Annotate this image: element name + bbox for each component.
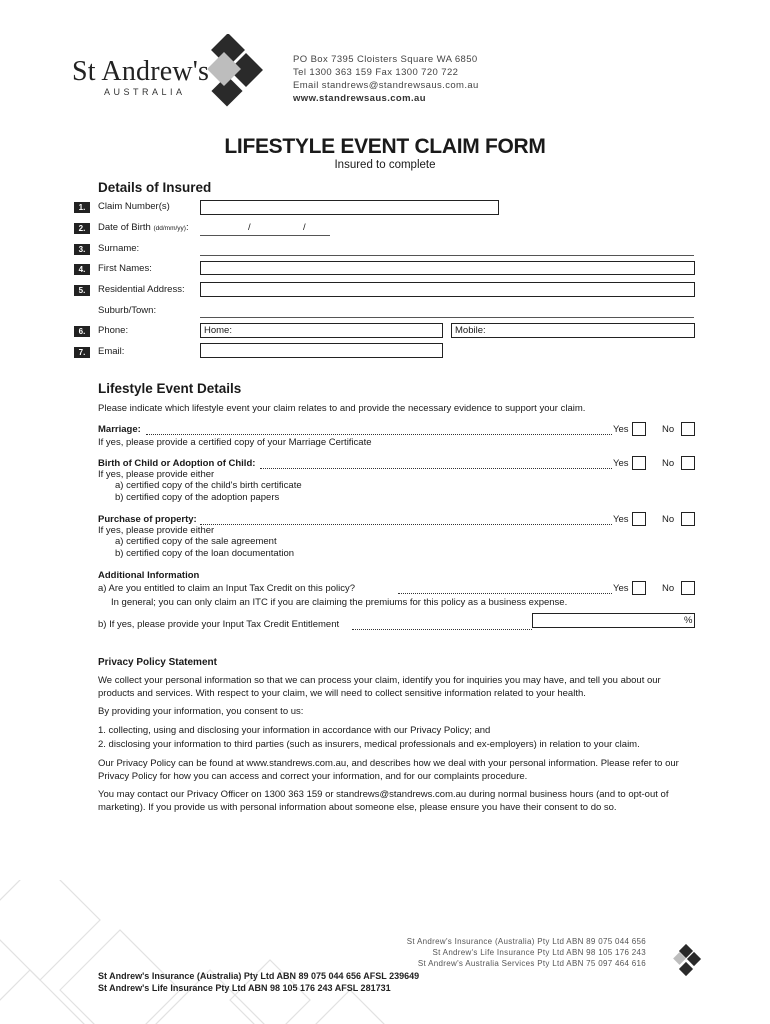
dob-separator: / <box>248 222 251 233</box>
property-option-b: b) certified copy of the loan documentation <box>115 548 295 559</box>
footer-company-line: St Andrew's Life Insurance Pty Ltd ABN 98 105 176 243 <box>432 948 646 957</box>
form-title: LIFESTYLE EVENT CLAIM FORM <box>224 135 546 158</box>
privacy-list-item-2: 2. disclosing your information to third parties (such as insurers, medical professionals and ex-employers) in relation to your claim. <box>98 739 640 750</box>
field-number: 2. <box>74 223 90 234</box>
suburb-field[interactable] <box>200 317 694 318</box>
suburb-label: Suburb/Town: <box>98 305 157 316</box>
brand-sub: AUSTRALIA <box>104 87 186 97</box>
leader-dots <box>398 593 612 594</box>
dob-format-hint: (dd/mm/yy) <box>153 225 186 232</box>
field-number: 3. <box>74 244 90 255</box>
yes-label: Yes <box>613 583 629 594</box>
lifestyle-intro: Please indicate which lifestyle event your claim relates to and provide the necessary evidence to support your claim. <box>98 403 586 414</box>
surname-label: Surname: <box>98 243 140 254</box>
email-field[interactable] <box>200 343 443 358</box>
dob-separator: / <box>303 222 306 233</box>
leader-dots <box>260 468 612 469</box>
contact-email: Email standrews@standrewsaus.com.au <box>293 80 479 91</box>
footer-afsl-line: St Andrew's Life Insurance Pty Ltd ABN 98 105 176 243 AFSL 281731 <box>98 983 391 993</box>
birth-option-b: b) certified copy of the adoption papers <box>115 492 280 503</box>
leader-dots <box>200 524 612 525</box>
field-number: 6. <box>74 326 90 337</box>
itc-question-b: b) If yes, please provide your Input Tax Credit Entitlement <box>98 619 340 630</box>
mobile-phone-field[interactable]: Mobile: <box>451 323 695 338</box>
footer-logo-icon <box>672 944 702 978</box>
no-label: No <box>662 458 675 469</box>
itc-entitlement-field[interactable] <box>532 613 695 628</box>
birth-note: If yes, please provide either <box>98 469 215 480</box>
leader-dots <box>146 434 612 435</box>
leader-dots <box>352 629 532 630</box>
no-label: No <box>662 424 675 435</box>
privacy-paragraph-1: We collect your personal information so that we can process your claim, identify you for inquiries you may have, and tell you about our products and services. With respect to your claim, we will need to collect sensitive information related to your health. <box>98 675 661 699</box>
birth-label: Birth of Child or Adoption of Child: <box>98 458 256 469</box>
birth-yes-checkbox[interactable] <box>632 456 646 470</box>
email-label: Email: <box>98 346 125 357</box>
contact-block <box>293 53 479 105</box>
marriage-label: Marriage: <box>98 424 141 435</box>
address-field[interactable] <box>200 282 695 297</box>
claim-number-label: Claim Number(s) <box>98 201 170 212</box>
first-names-field[interactable] <box>200 261 695 275</box>
dob-label <box>98 222 189 233</box>
dob-colon: : <box>185 222 189 233</box>
itc-question-a: a) Are you entitled to claim an Input Tax Credit on this policy? <box>98 583 355 594</box>
privacy-paragraph-3: Our Privacy Policy can be found at www.standrews.com.au, and describes how we deal with your personal information. Please refer to our Privacy Policy for how you can access and correct your information, and for our complaints procedure. <box>98 758 679 782</box>
phone-label: Phone: <box>98 325 129 336</box>
percent-sign: % <box>684 615 693 626</box>
dob-field[interactable] <box>200 235 330 236</box>
footer-company-list <box>360 936 646 969</box>
contact-website: www.standrewsaus.com.au <box>293 93 426 104</box>
privacy-list-item-1: 1. collecting, using and disclosing your information in accordance with our Privacy Policy; and <box>98 725 491 736</box>
address-label: Residential Address: <box>98 284 185 295</box>
privacy-paragraph-4: You may contact our Privacy Officer on 1300 363 159 or standrews@standrews.com.au during normal business hours (and to opt-out of marketing). If you provide us with personal information about someone else, please ensure you have their consent to do so. <box>98 789 669 813</box>
field-number: 1. <box>74 202 90 213</box>
no-label: No <box>662 514 675 525</box>
claim-number-field[interactable] <box>200 200 499 215</box>
property-note: If yes, please provide either <box>98 525 215 536</box>
contact-phone: Tel 1300 363 159 Fax 1300 720 722 <box>293 67 459 78</box>
form-subtitle: Insured to complete <box>334 159 436 171</box>
footer-afsl-line: St Andrew's Insurance (Australia) Pty Ltd ABN 89 075 044 656 AFSL 239649 <box>98 971 420 981</box>
footer-afsl <box>98 970 419 994</box>
property-option-a: a) certified copy of the sale agreement <box>115 536 277 547</box>
marriage-yes-checkbox[interactable] <box>632 422 646 436</box>
marriage-no-checkbox[interactable] <box>681 422 695 436</box>
field-number: 5. <box>74 285 90 296</box>
footer-company-line: St Andrew's Australia Services Pty Ltd ABN 75 097 464 616 <box>417 959 646 968</box>
field-number: 4. <box>74 264 90 275</box>
field-number: 7. <box>74 347 90 358</box>
contact-address: PO Box 7395 Cloisters Square WA 6850 <box>293 54 478 65</box>
privacy-paragraph-2: By providing your information, you consent to us: <box>98 706 304 717</box>
yes-label: Yes <box>613 514 629 525</box>
birth-option-a: a) certified copy of the child's birth certificate <box>115 480 302 491</box>
home-phone-field[interactable]: Home: <box>200 323 443 338</box>
privacy-heading: Privacy Policy Statement <box>98 657 217 668</box>
insured-heading: Details of Insured <box>98 180 212 195</box>
footer-company-line: St Andrew's Insurance (Australia) Pty Ltd ABN 89 075 044 656 <box>406 937 646 946</box>
property-no-checkbox[interactable] <box>681 512 695 526</box>
itc-no-checkbox[interactable] <box>681 581 695 595</box>
no-label: No <box>662 583 675 594</box>
itc-yes-checkbox[interactable] <box>632 581 646 595</box>
brand-name: St Andrew's <box>72 56 210 87</box>
property-yes-checkbox[interactable] <box>632 512 646 526</box>
lifestyle-heading: Lifestyle Event Details <box>98 381 242 396</box>
yes-label: Yes <box>613 424 629 435</box>
itc-note: In general; you can only claim an ITC if you are claiming the premiums for this policy as a business expense. <box>111 597 568 608</box>
yes-label: Yes <box>613 458 629 469</box>
dob-label-text: Date of Birth <box>98 222 151 233</box>
logo-diamonds-icon <box>198 34 266 116</box>
surname-field[interactable] <box>200 255 694 256</box>
first-names-label: First Names: <box>98 263 152 274</box>
watermark-pattern <box>0 880 420 1024</box>
additional-heading: Additional Information <box>98 570 200 581</box>
birth-no-checkbox[interactable] <box>681 456 695 470</box>
marriage-note: If yes, please provide a certified copy of your Marriage Certificate <box>98 437 372 448</box>
property-label: Purchase of property: <box>98 514 197 525</box>
